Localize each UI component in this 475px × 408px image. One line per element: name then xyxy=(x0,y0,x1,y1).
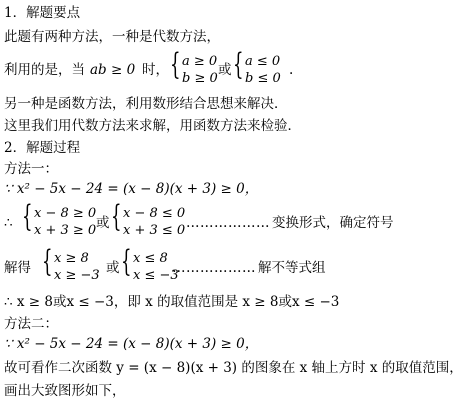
paragraph-line: 另一种是函数方法，利用数形结合思想来解决． xyxy=(4,96,288,112)
left-brace: { xyxy=(42,244,53,279)
dotted-leader: ……………… xyxy=(172,260,256,276)
system-row: x − 8 ≤ 0 xyxy=(123,206,186,221)
system-row: x + 3 ≤ 0 xyxy=(123,223,186,238)
or-word: 或 xyxy=(106,260,120,276)
annotation: 变换形式，确定符号 xyxy=(272,215,394,231)
paragraph-line: 利用的是，当 xyxy=(4,62,85,78)
system-row: b ≤ 0 xyxy=(245,71,281,86)
equation: ∵ x² − 5x − 24 = (x − 8)(x + 3) ≥ 0， xyxy=(4,181,259,197)
dotted-leader: ……………… xyxy=(186,215,270,231)
system-row: b ≥ 0 xyxy=(182,71,218,86)
method-2-label: 方法二： xyxy=(4,316,58,332)
paragraph-line: 此题有两种方法，一种是代数方法， xyxy=(4,29,220,45)
left-brace: { xyxy=(170,47,181,82)
left-brace: { xyxy=(22,199,33,234)
solve-label: 解得 xyxy=(4,260,31,276)
system-row: x ≥ −3 xyxy=(54,268,100,283)
system-row: a ≤ 0 xyxy=(245,54,281,69)
therefore-symbol: ∴ xyxy=(4,215,13,231)
or-word: 或 xyxy=(96,215,110,231)
paragraph-line: 故可看作二次函数 y = (x − 8)(x + 3) 的图象在 x 轴上方时 x 的取值范围， xyxy=(4,360,463,376)
paragraph-line: 这里我们用代数方法来求解，用函数方法来检验． xyxy=(4,118,301,134)
left-brace: { xyxy=(111,199,122,234)
paragraph-line: 画出大致图形如下， xyxy=(4,383,126,399)
system-row: x ≤ −3 xyxy=(133,268,179,283)
system-row: x + 3 ≥ 0 xyxy=(34,223,97,238)
section-2-heading: 2．解题过程 xyxy=(4,140,81,156)
left-brace: { xyxy=(233,47,244,82)
method-1-label: 方法一： xyxy=(4,161,58,177)
system-row: x ≤ 8 xyxy=(133,251,168,266)
left-brace: { xyxy=(121,244,132,279)
section-1-heading: 1．解题要点 xyxy=(4,5,81,21)
paragraph-text: 时， xyxy=(142,62,169,78)
condition-expr: ab ≥ 0 xyxy=(90,62,136,78)
system-row: x ≥ 8 xyxy=(54,251,89,266)
system-row: a ≥ 0 xyxy=(182,54,218,69)
or-word: 或 xyxy=(218,62,232,78)
system-row: x − 8 ≥ 0 xyxy=(34,206,97,221)
period: . xyxy=(289,62,294,78)
equation: ∵ x² − 5x − 24 = (x − 8)(x + 3) ≥ 0， xyxy=(4,336,259,352)
result-line: ∴ x ≥ 8或x ≤ −3，即 x 的取值范围是 x ≥ 8或x ≤ −3 xyxy=(4,294,340,310)
annotation: 解不等式组 xyxy=(258,260,326,276)
